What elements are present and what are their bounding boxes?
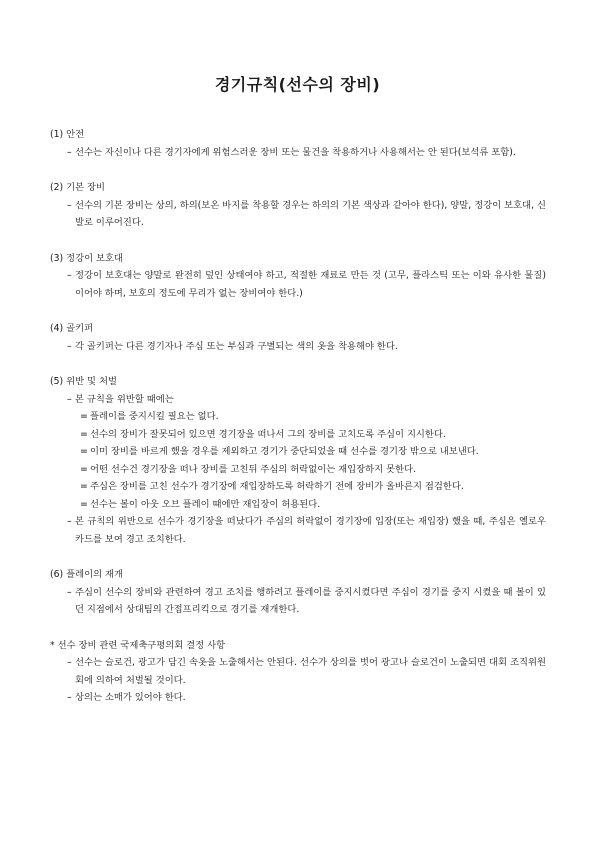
page-title: 경기규칙(선수의 장비) bbox=[214, 75, 381, 94]
list-item: – 정강이 보호대는 양말로 완전히 덮인 상태여야 하고, 적절한 재료로 만든 것 (고무, 플라스틱 또는 이와 유사한 물질)이어야 하며, 보호의 정도에 무리가 없는 장비여야 한다.) bbox=[50, 267, 546, 302]
sub-item: = 어떤 선수건 경기장을 떠나 장비를 고친뒤 주심의 허락없이는 재입장하지 못한다. bbox=[50, 461, 546, 479]
list-item: – 본 규칙을 위반할 때에는 bbox=[50, 391, 546, 409]
section-restart bbox=[50, 566, 546, 619]
sub-item: = 이미 장비를 바르게 했을 경우를 제외하고 경기가 중단되었을 때 선수를 경기장 밖으로 내보낸다. bbox=[50, 443, 546, 461]
list-item: – 선수는 자신이나 다른 경기자에게 위험스러운 장비 또는 물건을 착용하거나 사용해서는 안 된다(보석류 포함). bbox=[50, 144, 546, 162]
section-infringements bbox=[50, 373, 546, 548]
list-item: – 주심이 선수의 장비와 관련하여 경고 조치를 행하려고 플레이를 중지시켰다면 주심이 경기를 중지 시켰을 때 볼이 있던 지점에서 상대팀의 간접프리킥으로 경기를 재개한다. bbox=[50, 584, 546, 619]
list-item: – 각 골키퍼는 다른 경기자나 주심 또는 부심과 구별되는 색의 옷을 착용해야 한다. bbox=[50, 338, 546, 356]
section-heading: (6) 플레이의 재개 bbox=[50, 569, 123, 580]
note-heading: * 선수 장비 관련 국제축구평의회 결정 사항 bbox=[50, 639, 226, 651]
sub-item: = 선수의 장비가 잘못되어 있으면 경기장을 떠나서 그의 장비를 고치도록 주심이 지시한다. bbox=[50, 426, 546, 444]
section-shin-guards bbox=[50, 250, 546, 303]
list-item: – 선수의 기본 장비는 상의, 하의(보온 바지를 착용할 경우는 하의의 기본 색상과 같아야 한다), 양말, 정강이 보호대, 신발로 이루어진다. bbox=[50, 197, 546, 232]
sub-item: = 선수는 볼이 아웃 오브 플레이 때에만 재입장이 허용된다. bbox=[50, 496, 546, 514]
section-heading: (2) 기본 장비 bbox=[50, 182, 106, 193]
sub-item: = 플레이를 중지시킬 필요는 없다. bbox=[50, 408, 546, 426]
section-heading: (1) 안전 bbox=[50, 129, 85, 140]
section-safety bbox=[50, 126, 546, 161]
ifab-note bbox=[50, 637, 546, 707]
section-heading: (3) 정강이 보호대 bbox=[50, 252, 123, 264]
section-goalkeeper bbox=[50, 320, 546, 355]
list-item: – 선수는 슬로건, 광고가 담긴 속옷을 노출해서는 안된다. 선수가 상의를 벗어 광고나 슬로건이 노출되면 대회 조직위원회에 의하여 처벌될 것이다. bbox=[50, 654, 546, 689]
document-body bbox=[50, 126, 546, 725]
section-heading: (4) 골키퍼 bbox=[50, 323, 94, 334]
sub-item: = 주심은 장비를 고친 선수가 경기장에 재입장하도록 허락하기 전에 장비가 올바른지 점검한다. bbox=[50, 478, 546, 496]
list-item: – 상의는 소매가 있어야 한다. bbox=[50, 689, 546, 707]
list-item: – 본 규칙의 위반으로 선수가 경기장을 떠났다가 주심의 허락없이 경기장에 입장(또는 재입장) 했을 때, 주심은 옐로우 카드를 보여 경고 조치한다. bbox=[50, 513, 546, 548]
section-heading: (5) 위반 및 처벌 bbox=[50, 376, 117, 387]
section-basic-equipment bbox=[50, 179, 546, 232]
